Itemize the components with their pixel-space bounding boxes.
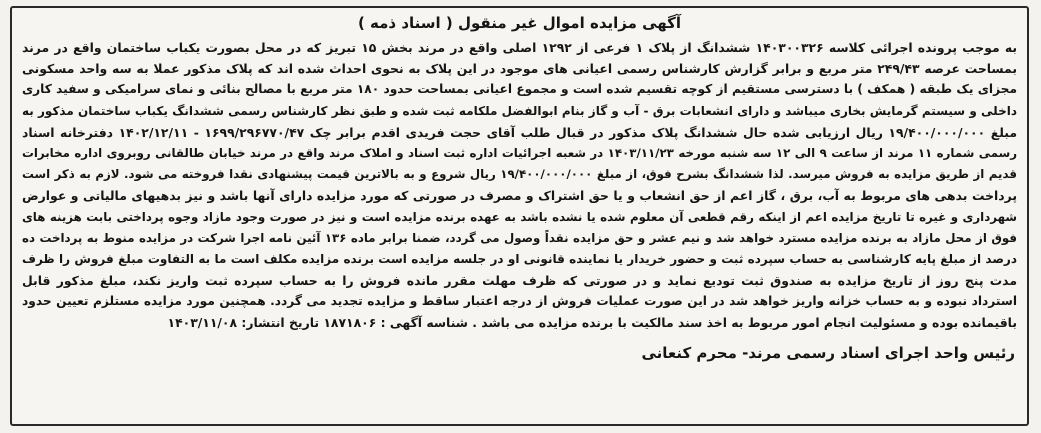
notice-body xyxy=(22,37,1017,334)
notice-line: مجزای یک طبقه ( همکف ) با دسترسی مستقیم از کوچه تقسیم شده است و مجموع اعیانی بمساحت حدود ۱۸۰ متر مربع با مصالح بنائی و نمای سرامیکی و سفید کاری xyxy=(22,82,1017,97)
auction-notice xyxy=(10,6,1029,426)
notice-line: به موجب پرونده اجرائی کلاسه ۱۴۰۳۰۰۳۲۶ ششدانگ از پلاک ۱ فرعی از ۱۲۹۲ اصلی واقع در مرند بخش ۱۵ تبریز که در محل بصورت یکباب ساختمان واقع در مرند xyxy=(22,40,1017,55)
notice-line: بمساحت عرصه ۲۴۹/۴۳ متر مربع و برابر گزارش کارشناس رسمی اعیانی های موجود در این پلاک به نحوی احداث شده اند که پلاک مذکور عملا به سه واحد مسکونی xyxy=(22,61,1017,77)
notice-line: مدت پنج روز از تاریخ مزایده به صندوق ثبت تودیع نماید و در صورتی که ظرف مهلت مقرر مانده فروش را به حساب سپرده ثبت واریز نکند، مبلغ مذکور قابل xyxy=(22,273,1017,289)
notice-line: داخلی و سیستم گرمایش بخاری میباشد و دارای انشعابات برق - آب و گاز بنام ابوالفضل ملکامه ثبت شده و طبق نظر کارشناس رسمی ششدانگ یکباب ساختمان مذکور به xyxy=(22,103,1017,118)
notice-line: پرداخت بدهی های مربوط به آب، برق ، گاز اعم از حق انشعاب و یا حق اشتراک و مصرف در صورتی که مورد مزایده دارای آنها باشد و نیز بدهیهای مالیاتی و عوارض xyxy=(22,188,1017,204)
notice-line: استرداد نبوده و به حساب خزانه واریز خواهد شد در این صورت عملیات فروش از درجه اعتبار ساقط و مزایده تجدید می گردد. همچنین مورد مزایده مستلزم تعیین حدود xyxy=(22,294,1017,309)
notice-line: قدیم از طریق مزایده به فروش میرسد. لذا ششدانگ بشرح فوق، از مبلغ ۱۹/۴۰۰/۰۰۰/۰۰۰ ریال شروع و به بالاترین قیمت پیشنهادی نقدا فروخته می شود. لازم به ذکر است xyxy=(22,167,1017,182)
notice-line: درصد از مبلغ پایه کارشناسی به حساب سپرده ثبت و حضور خریدار یا نماینده قانونی او در جلسه مزایده است برنده مزایده مکلف است ما به التفاوت مبلغ فروش را ظرف xyxy=(22,251,1017,266)
notice-line: مبلغ ۱۹/۴۰۰/۰۰۰/۰۰۰ ریال ارزیابی شده حال ششدانگ پلاک مذکور در قبال طلب آقای حجت فریدی اقدم برابر چک ۱۶۹۹/۲۹۶۷۷۰/۴۷ - ۱۴۰۲/۱۲/۱۱ دفترخانه اسناد xyxy=(22,124,1017,140)
notice-title: آگهی مزایده اموال غیر منقول ( اسناد ذمه ) xyxy=(357,14,682,32)
notice-line: فوق از محل مازاد به برنده مزایده مسترد خواهد شد و نیم عشر و حق مزایده نقداً وصول می گردد، ضمنا برابر ماده ۱۳۶ آئین نامه اجرا شرکت در مزایده منوط به پرداخت ده xyxy=(22,230,1017,245)
signature-line: رئیس واحد اجرای اسناد رسمی مرند- محرم کنعانی xyxy=(641,343,1015,362)
notice-line: رسمی شماره ۱۱ مرند از ساعت ۹ الی ۱۲ سه شنبه مورخه ۱۴۰۳/۱۱/۲۳ در شعبه اجرائیات اداره ثبت اسناد و املاک مرند واقع در مرند خیابان طالقانی روبروی اداره مخابرات xyxy=(22,145,1017,160)
notice-line-last: باقیمانده بوده و مسئولیت انجام امور مربوط به اخذ سند مالکیت با برنده مزایده می باشد . شناسه آگهی : ۱۸۷۱۸۰۶ تاریخ انتشار: ۱۴۰۳/۱۱/۰۸ xyxy=(167,315,1017,331)
notice-line: شهرداری و غیره تا تاریخ مزایده اعم از اینکه رقم قطعی آن معلوم شده یا نشده باشد به عهده برنده مزایده است و نیز در صورت وجود مازاد وجوه پرداختی بابت هزینه های xyxy=(22,209,1017,224)
